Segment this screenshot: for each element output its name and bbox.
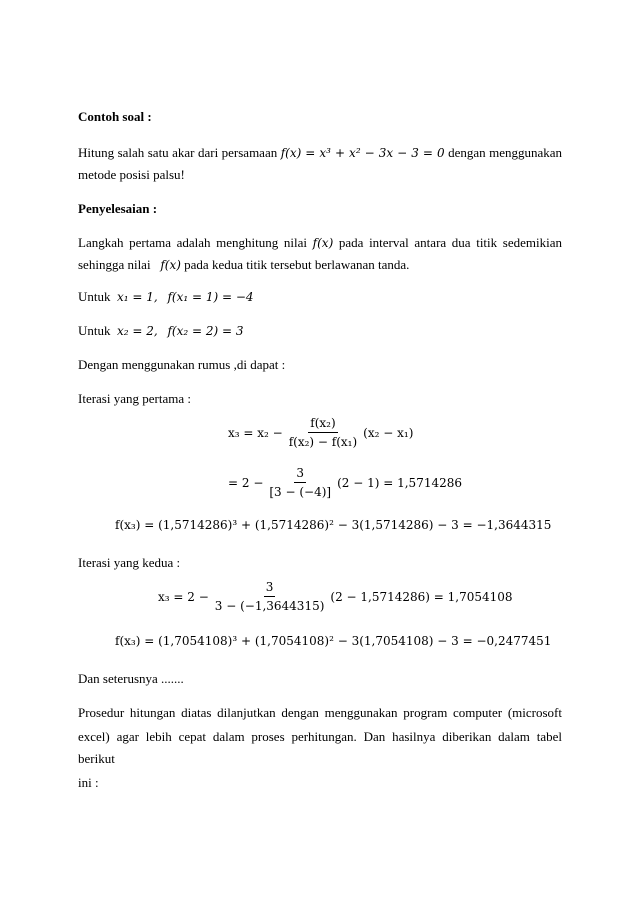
calc2-rhs: (2 − 1,5714286) = 1,7054108 [330, 589, 513, 604]
problem-equation: f(x) = x³ + x² − 3x − 3 = 0 [280, 146, 445, 160]
untuk-x2-label: Untuk [78, 323, 111, 338]
formula-fraction [287, 416, 359, 449]
untuk-x1-line [78, 286, 562, 308]
calc2-lhs: x₃ = 2 − [158, 589, 209, 604]
procedure-line-1: Prosedur hitungan diatas dilanjutkan dengan menggunakan program computer (microsoft [78, 705, 562, 720]
calc1-numerator: 3 [294, 466, 306, 483]
iteration-2-label: Iterasi yang kedua : [78, 555, 181, 570]
untuk-x2-function: f(x₂ = 2) = 3 [167, 324, 244, 338]
false-position-formula [228, 416, 413, 449]
problem-line-2: metode posisi palsu! [78, 167, 185, 182]
untuk-x1-label: Untuk [78, 289, 111, 304]
step-line-2 [78, 254, 562, 276]
untuk-x2-value: x₂ = 2, [117, 324, 158, 338]
procedure-line-2: excel) agar lebih cepat dalam proses perhitungan. Dan hasilnya diberikan dalam tabel berikut [78, 729, 562, 766]
untuk-x1-value: x₁ = 1, [117, 290, 158, 304]
untuk-x2-line [78, 320, 562, 342]
formula-numerator: f(x₂) [308, 416, 337, 433]
dan-seterusnya: Dan seterusnya ....... [78, 671, 184, 686]
untuk-x1-function: f(x₁ = 1) = −4 [167, 290, 254, 304]
example-heading: Contoh soal : [78, 109, 152, 124]
calc2-numerator: 3 [264, 580, 276, 597]
step-line-1-after: pada interval antara dua titik sedemikian [338, 235, 562, 250]
calc1-denominator: [3 − (−4)] [269, 485, 332, 499]
step-line-2-after: pada kedua titik tersebut berlawanan tanda. [184, 257, 410, 272]
first-step-paragraph [78, 232, 562, 276]
problem-line-1 [78, 142, 562, 164]
calc1-rhs: (2 − 1) = 1,5714286 [337, 475, 463, 490]
fx3-second-equation: f(x₃) = (1,7054108)³ + (1,7054108)² − 3(1,7054108) − 3 = −0,2477451 [115, 634, 552, 648]
problem-text-before: Hitung salah satu akar dari persamaan [78, 145, 278, 160]
formula-denominator: f(x₂) − f(x₁) [288, 435, 358, 449]
step-line-2-before: sehingga nilai [78, 257, 151, 272]
step-line-2-fx: f(x) [160, 258, 181, 272]
step-line-1-fx: f(x) [312, 236, 334, 250]
formula-lhs: x₃ = x₂ − [228, 425, 283, 440]
procedure-paragraph [78, 702, 562, 794]
step-line-1 [78, 232, 562, 254]
problem-text-after: dengan menggunakan [448, 145, 563, 160]
calc1-lhs: = 2 − [228, 475, 264, 490]
iteration-1-label: Iterasi yang pertama : [78, 391, 191, 406]
rumus-text: Dengan menggunakan rumus ,di dapat : [78, 357, 286, 372]
iteration-1-calculation [228, 466, 462, 499]
calc2-denominator: 3 − (−1,3644315) [214, 599, 325, 613]
fx3-first-equation: f(x₃) = (1,5714286)³ + (1,5714286)² − 3(1,5714286) − 3 = −1,3644315 [115, 518, 552, 532]
step-line-1-before: Langkah pertama adalah menghitung nilai [78, 235, 308, 250]
iteration-2-calculation [158, 580, 513, 613]
calc2-fraction [213, 580, 327, 613]
calc1-fraction [267, 466, 333, 499]
problem-statement [78, 142, 562, 186]
procedure-line-3: ini : [78, 775, 99, 790]
formula-rhs: (x₂ − x₁) [363, 425, 414, 440]
solution-heading: Penyelesaian : [78, 201, 158, 216]
